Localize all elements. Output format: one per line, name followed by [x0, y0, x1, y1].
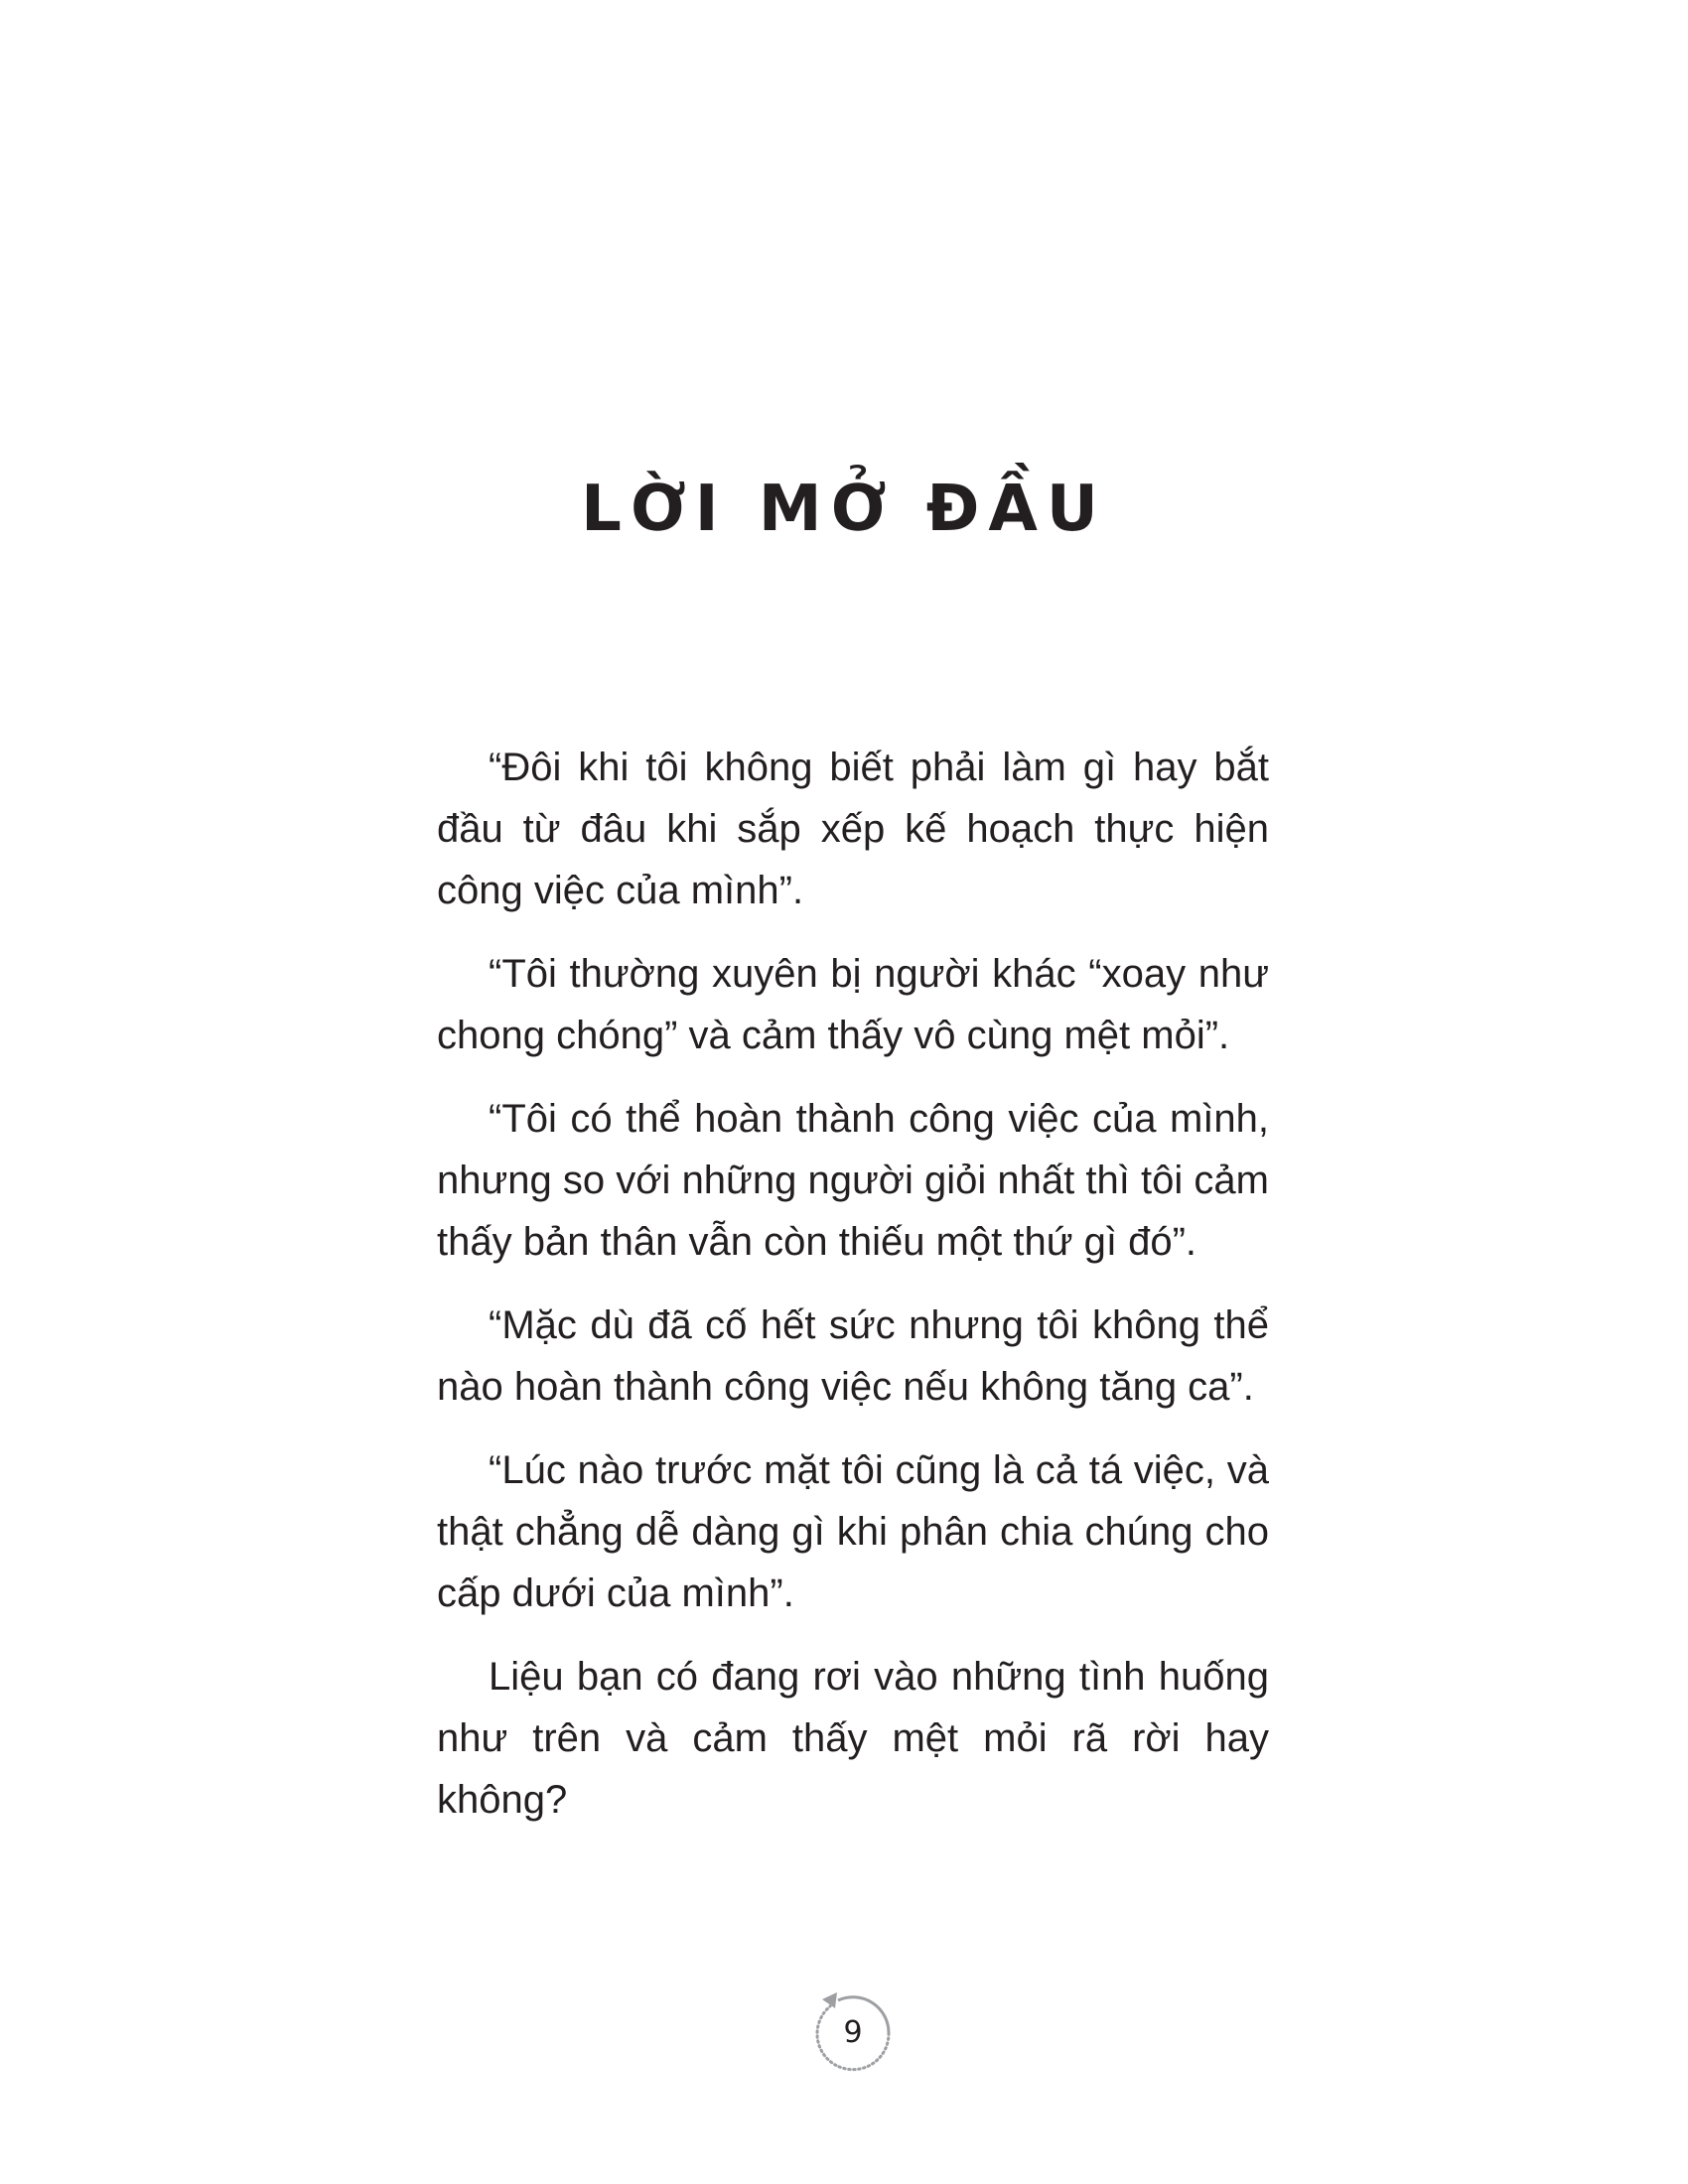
paragraph-4: “Mặc dù đã cố hết sức nhưng tôi không thể nào hoàn thành công việc nếu không tăng ca”.: [437, 1303, 1269, 1409]
body-text: [437, 737, 1269, 1852]
page-title: LỜI MỞ ĐẦU: [581, 473, 1107, 546]
paragraph-3: “Tôi có thể hoàn thành công việc của mình, nhưng so với những người giỏi nhất thì tôi cảm thấy bản thân vẫn còn thiếu một thứ gì đó”.: [437, 1097, 1269, 1264]
paragraph-1: “Đôi khi tôi không biết phải làm gì hay bắt đầu từ đâu khi sắp xếp kế hoạch thực hiện công việc của mình”.: [437, 746, 1269, 912]
paragraph-6: Liệu bạn có đang rơi vào những tình huống như trên và cảm thấy mệt mỏi rã rời hay không?: [437, 1655, 1269, 1822]
page-number-block: [808, 1988, 898, 2078]
paragraph-5: “Lúc nào trước mặt tôi cũng là cả tá việc, và thật chẳng dễ dàng gì khi phân chia chúng cho cấp dưới của mình”.: [437, 1448, 1269, 1615]
page-number: 9: [843, 2015, 863, 2050]
paragraph-2: “Tôi thường xuyên bị người khác “xoay như chong chóng” và cảm thấy vô cùng mệt mỏi”.: [437, 952, 1269, 1057]
